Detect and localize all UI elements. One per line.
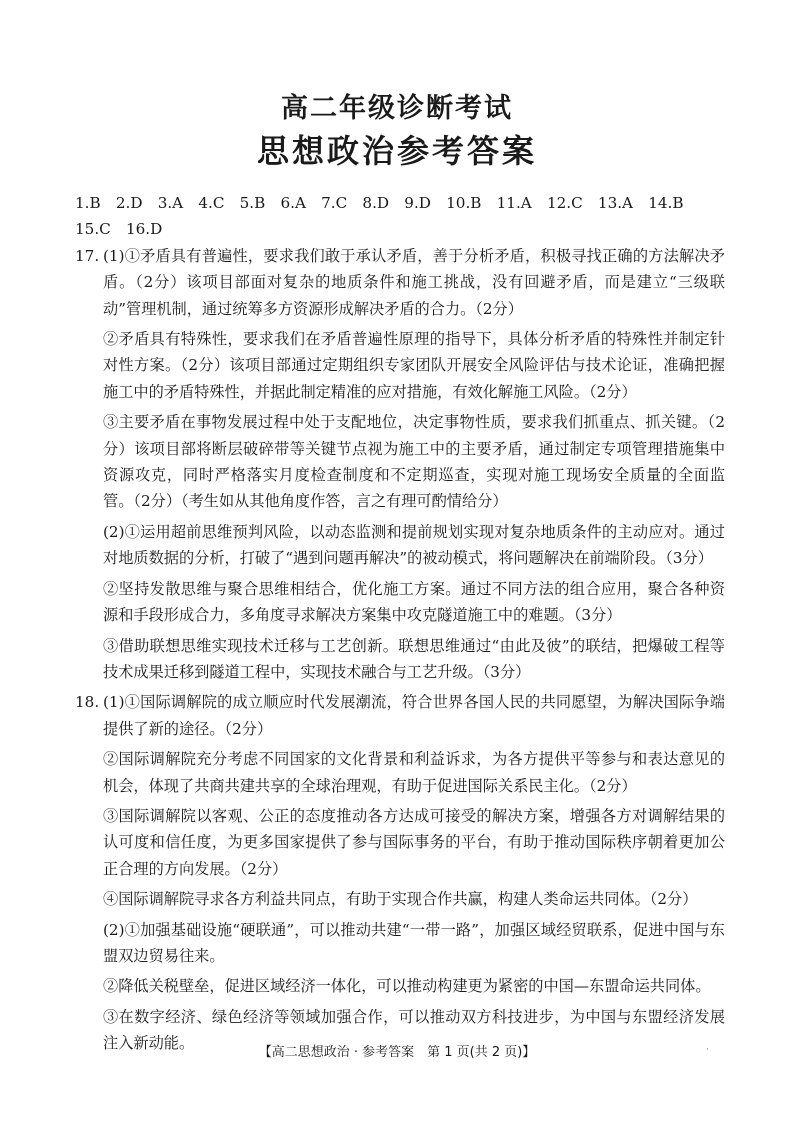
q17-item: ②坚持发散思维与聚合思维相结合，优化施工方案。通过不同方法的组合应用，聚合各种资源和手段形成合力，多角度寻求解决方案集中攻克隧道施工中的难题。（3分） [103, 579, 725, 625]
q18-item: (2)①加强基础设施“硬联通”，可以推动共建“一带一路”，加强区域经贸联系，促进中国与东盟双边贸易往来。 [103, 920, 725, 965]
q18-item: ④国际调解院寻求各方利益共同点，有助于实现合作共赢，构建人类命运共同体。（2分） [103, 890, 698, 909]
page-title-grade-exam: 高二年级诊断考试 [281, 93, 513, 124]
page-title-answer-key: 思想政治参考答案 [256, 132, 537, 170]
q18-item: ③在数字经济、绿色经济等领域加强合作，可以推动双方科技进步，为中国与东盟经济发展注入新动能。 [103, 1007, 725, 1053]
question-18 [75, 689, 725, 1056]
q17-item: ③主要矛盾在事物发展过程中处于支配地位，决定事物性质，要求我们抓重点、抓关键。（2分）该项目部将断层破碎带等关键节点视为施工中的主要矛盾，通过制定专项管理措施集中资源攻克，同时严格落实月度检查制度和不定期巡查，实现对施工现场安全质量的全面监管。（2分）（考生如从其他角度作答，言之有理可酌情给分） [103, 413, 725, 511]
question-18-number: 18. [75, 693, 100, 712]
question-17-number: 17. [75, 246, 100, 265]
q17-item: ②矛盾具有特殊性，要求我们在矛盾普遍性原理的指导下，具体分析矛盾的特殊性并制定针对性方案。（2分）该项目部通过定期组织专家团队开展安全风险评估与技术论证，准确把握施工中的矛盾特殊性，并据此制定精准的应对措施，有效化解施工风险。（2分） [103, 330, 725, 401]
multiple-choice-answers-line-1: 1.B 2.D 3.A 4.C 5.B 6.A 7.C 8.D 9.D 10.B 11.A 12.C 13.A 14.B [75, 194, 684, 212]
q18-item: ②国际调解院充分考虑不同国家的文化背景和利益诉求，为各方提供平等参与和表达意见的机会，体现了共商共建共享的全球治理观，有助于促进国际关系民主化。（2分） [103, 750, 725, 795]
q18-item: ②降低关税壁垒，促进区域经济一体化，可以推动构建更为紧密的中国—东盟命运共同体。 [103, 977, 711, 996]
q17-item: (1)①矛盾具有普遍性，要求我们敢于承认矛盾，善于分析矛盾，积极寻找正确的方法解决矛盾。（2分）该项目部面对复杂的地质条件和施工挑战，没有回避矛盾，而是建立“三级联动”管理机制，通过统筹多方资源形成解决矛盾的合力。（2分） [103, 246, 725, 318]
multiple-choice-answers-line-2: 15.C 16.D [75, 220, 163, 239]
q17-item: (2)①运用超前思维预判风险，以动态监测和提前规划实现对复杂地质条件的主动应对。通过对地质数据的分析，打破了“遇到问题再解决”的被动模式，将问题解决在前端阶段。（3分） [103, 522, 725, 568]
question-17 [75, 243, 725, 686]
page-footer: 【高二思想政治 · 参考答案 第 1 页(共 2 页)】 [258, 1045, 536, 1060]
q17-item: ③借助联想思维实现技术迁移与工艺创新。联想思维通过“由此及彼”的联结，把爆破工程等技术成果迁移到隧道工程中，实现技术融合与工艺升级。（3分） [103, 636, 725, 681]
corner-mark: · [706, 1045, 709, 1055]
q18-item: ③国际调解院以客观、公正的态度推动各方达成可接受的解决方案，增强各方对调解结果的认可度和信任度，为更多国家提供了参与国际事务的平台，有助于推动国际秩序朝着更加公正合理的方向发展。（2分） [103, 806, 725, 878]
answer-content [75, 190, 725, 1061]
q18-item: (1)①国际调解院的成立顺应时代发展潮流，符合世界各国人民的共同愿望，为解决国际争端提供了新的途径。（2分） [103, 693, 725, 738]
